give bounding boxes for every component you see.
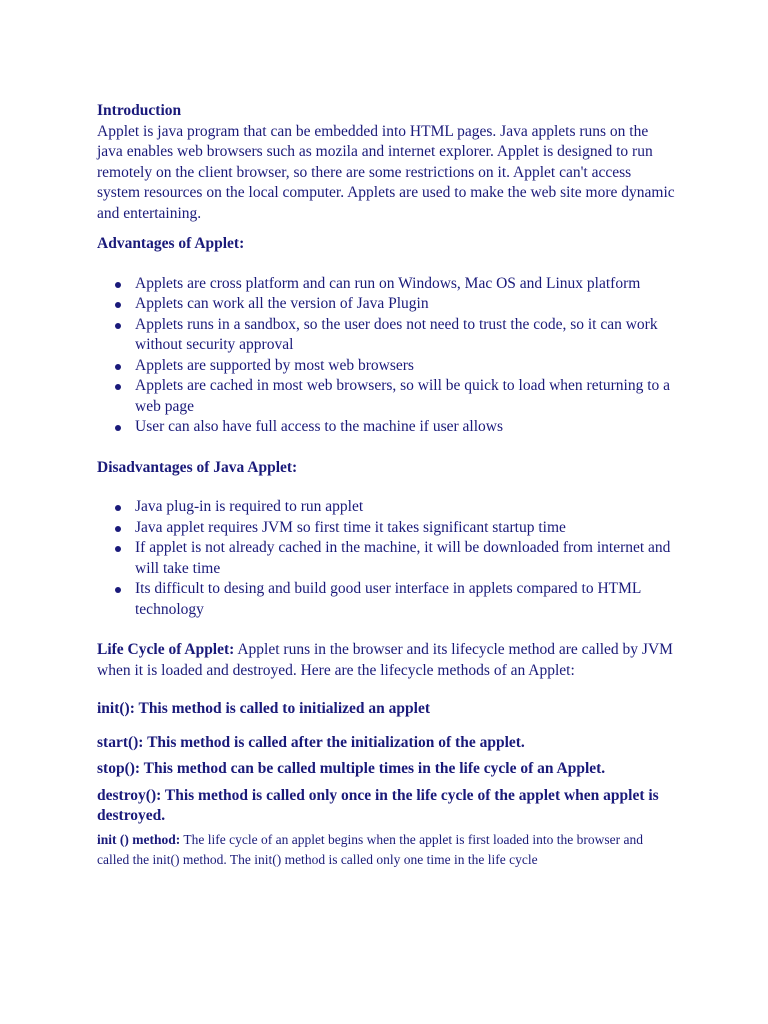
bullet-icon: [115, 505, 121, 511]
bullet-icon: [115, 302, 121, 308]
list-item: [97, 315, 677, 356]
list-item-text: Java applet requires JVM so first time it takes significant startup time: [135, 518, 566, 536]
intro-paragraph: Applet is java program that can be embedded into HTML pages. Java applets runs on the java enables web browsers such as mozila and internet explorer. Applet is designed to run remotely on the client browser, so there are some restrictions on it. Applet can't access system resources on the local computer. Applets are used to make the web site more dynamic and entertaining.: [97, 122, 675, 222]
bullet-icon: [115, 384, 121, 390]
method-init: init(): This method is called to initialized an applet: [97, 700, 430, 717]
list-item-text: If applet is not already cached in the machine, it will be downloaded from internet and will take time: [135, 539, 671, 577]
list-item-text: Applets are cross platform and can run on Windows, Mac OS and Linux platform: [135, 274, 641, 292]
method-start: start(): This method is called after the initialization of the applet.: [97, 733, 525, 751]
list-item-text: User can also have full access to the machine if user allows: [135, 418, 503, 435]
bullet-icon: [115, 546, 121, 552]
list-item-text: Its difficult to desing and build good user interface in applets compared to HTML technology: [135, 580, 641, 618]
init-method-text: The life cycle of an applet begins when the applet is first loaded into the browser and called the init() method. The init() method is called only one time in the life cycle: [97, 831, 643, 867]
lifecycle-text: Applet runs in the browser and its lifecycle method are called by JVM when it is loaded and destroyed. Here are the lifecycle methods of an Applet:: [97, 641, 673, 679]
list-item: [97, 497, 677, 518]
list-item: [97, 356, 677, 377]
disadvantages-list: [97, 497, 677, 620]
method-destroy: destroy(): This method is called only once in the life cycle of the applet when applet is destroyed.: [97, 786, 659, 824]
advantages-heading: Advantages of Applet:: [97, 235, 245, 252]
init-method-paragraph: [97, 830, 677, 870]
lifecycle-heading: Life Cycle of Applet:: [97, 641, 235, 658]
list-item: [97, 579, 677, 620]
list-item-text: Java plug-in is required to run applet: [135, 498, 364, 515]
bullet-icon: [115, 526, 121, 532]
bullet-icon: [115, 364, 121, 370]
init-method-heading: init () method:: [97, 831, 181, 847]
document-content: [97, 101, 677, 870]
bullet-icon: [115, 323, 121, 329]
list-item: [97, 417, 677, 438]
list-item-text: Applets are cached in most web browsers, so will be quick to load when returning to a web page: [135, 377, 671, 415]
bullet-icon: [115, 587, 121, 593]
intro-heading: Introduction: [97, 102, 182, 119]
method-stop: stop(): This method can be called multiple times in the life cycle of an Applet.: [97, 760, 606, 777]
list-item-text: Applets can work all the version of Java Plugin: [135, 295, 429, 312]
list-item: [97, 376, 677, 417]
disadvantages-heading: Disadvantages of Java Applet:: [97, 458, 298, 476]
list-item-text: Applets runs in a sandbox, so the user does not need to trust the code, so it can work without security approval: [135, 315, 658, 353]
list-item: [97, 294, 677, 315]
list-item-text: Applets are supported by most web browsers: [135, 356, 414, 374]
advantages-list: [97, 274, 677, 438]
lifecycle-paragraph: [97, 640, 677, 681]
bullet-icon: [115, 282, 121, 288]
list-item: [97, 518, 677, 539]
list-item: [97, 538, 677, 579]
bullet-icon: [115, 425, 121, 431]
list-item: [97, 274, 677, 295]
